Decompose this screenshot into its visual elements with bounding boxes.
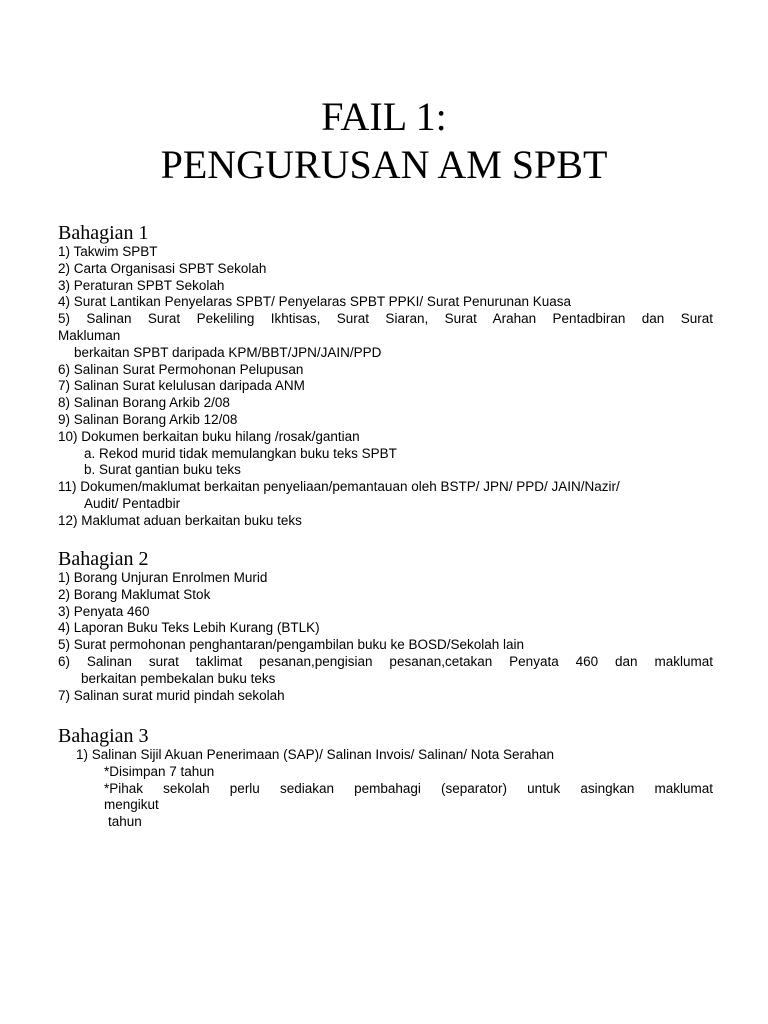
section-3-heading: Bahagian 3: [58, 725, 149, 747]
list-item: 3) Peraturan SPBT Sekolah: [58, 277, 225, 293]
section-2-list: [58, 570, 713, 704]
list-item: 1) Borang Unjuran Enrolmen Murid: [58, 570, 268, 585]
list-item: mengikut: [104, 797, 159, 813]
list-item: Makluman: [58, 327, 121, 343]
list-item: *Pihak sekolah perlu sediakan pembahagi (separator) untuk asingkan maklumat: [104, 780, 713, 796]
list-item: 6) Salinan Surat Permohonan Pelupusan: [58, 361, 304, 377]
list-item: 2) Borang Maklumat Stok: [58, 586, 211, 602]
list-item: 6) Salinan surat taklimat pesanan,pengisian pesanan,cetakan Penyata 460 dan maklumat: [58, 653, 713, 669]
list-item: 12) Maklumat aduan berkaitan buku teks: [58, 512, 302, 528]
list-item: 4) Surat Lantikan Penyelaras SPBT/ Penyelaras SPBT PPKI/ Surat Penurunan Kuasa: [58, 294, 572, 310]
section-2-heading: Bahagian 2: [58, 548, 149, 570]
list-item: 3) Penyata 460: [58, 603, 150, 619]
list-item: 2) Carta Organisasi SPBT Sekolah: [58, 260, 267, 276]
list-item: 8) Salinan Borang Arkib 2/08: [58, 395, 230, 411]
section-1-list: [58, 244, 713, 530]
list-item: 1) Takwim SPBT: [58, 244, 158, 259]
list-item: berkaitan SPBT daripada KPM/BBT/JPN/JAIN/PPD: [74, 344, 382, 360]
list-item: 7) Salinan surat murid pindah sekolah: [58, 687, 285, 703]
list-item: 5) Salinan Surat Pekeliling Ikhtisas, Surat Siaran, Surat Arahan Pentadbiran dan Surat: [58, 311, 713, 327]
list-item: 4) Laporan Buku Teks Lebih Kurang (BTLK): [58, 620, 320, 636]
list-item: 11) Dokumen/maklumat berkaitan penyeliaan/pemantauan oleh BSTP/ JPN/ PPD/ JAIN/Nazir/: [58, 479, 620, 495]
list-item: 7) Salinan Surat kelulusan daripada ANM: [58, 378, 305, 394]
section-3-list: [58, 747, 713, 831]
list-item: 1) Salinan Sijil Akuan Penerimaan (SAP)/ Salinan Invois/ Salinan/ Nota Serahan: [76, 747, 555, 762]
list-item: berkaitan pembekalan buku teks: [81, 670, 276, 686]
section-1-heading: Bahagian 1: [58, 222, 149, 244]
list-item: 9) Salinan Borang Arkib 12/08: [58, 411, 238, 427]
list-item: 10) Dokumen berkaitan buku hilang /rosak/gantian: [58, 428, 360, 444]
list-item: tahun: [108, 814, 142, 830]
list-item: 5) Surat permohonan penghantaran/pengambilan buku ke BOSD/Sekolah lain: [58, 637, 525, 653]
list-item: a. Rekod murid tidak memulangkan buku teks SPBT: [84, 445, 397, 461]
list-item: *Disimpan 7 tahun: [104, 763, 215, 779]
list-item: b. Surat gantian buku teks: [84, 462, 241, 478]
list-item: Audit/ Pentadbir: [84, 495, 181, 511]
title-line-1: FAIL 1:: [321, 94, 447, 139]
title-line-2: PENGURUSAN AM SPBT: [160, 142, 608, 187]
